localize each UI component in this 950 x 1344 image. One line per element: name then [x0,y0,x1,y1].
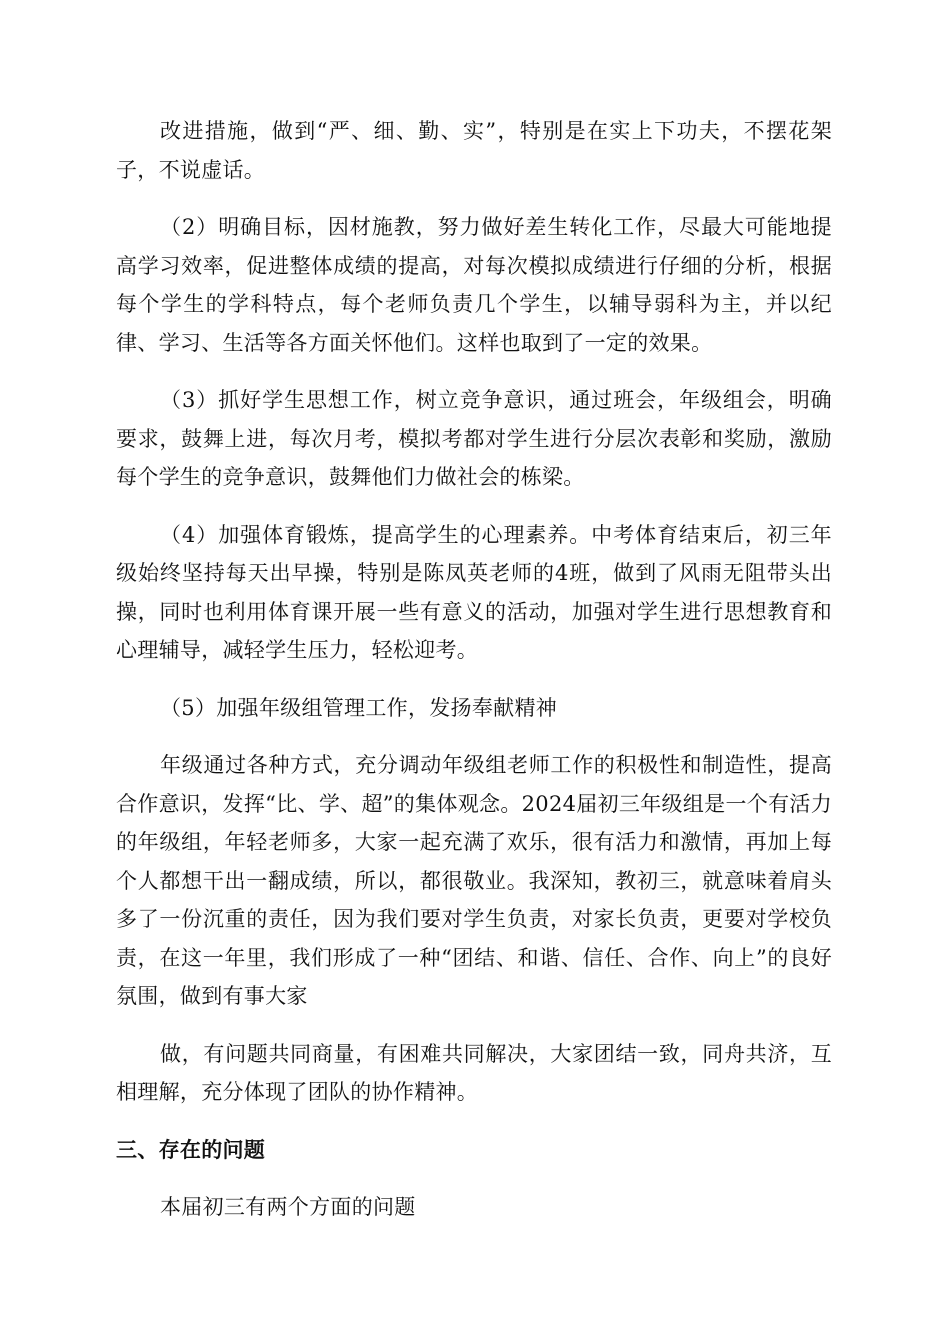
paragraph-item-3: （3）抓好学生思想工作，树立竞争意识，通过班会，年级组会，明确要求，鼓舞上进，每次月考，模拟考都对学生进行分层次表彰和奖励，激励每个学生的竞争意识，鼓舞他们力做社会的栋梁。 [116,388,832,489]
paragraph-item-5: （5）加强年级组管理工作，发扬奉献精神 [160,695,558,720]
document-body [116,112,832,1246]
paragraph-grade-team: 年级通过各种方式，充分调动年级组老师工作的积极性和制造性，提高合作意识，发挥“比、学、超”的集体观念。2024届初三年级组是一个有活力的年级组，年轻老师多，大家一起充满了欢乐，很有活力和激情，再加上每个人都想干出一翻成绩，所以，都很敬业。我深知，教初三，就意味着肩头多了一份沉重的责任，因为我们要对学生负责，对家长负责，更要对学校负责，在这一年里，我们形成了一种“团结、和谐、信任、合作、向上”的良好氛围，做到有事大家 [116,753,832,1008]
paragraph-problems-intro: 本届初三有两个方面的问题 [160,1195,416,1219]
paragraph-item-2: （2）明确目标，因材施教，努力做好差生转化工作，尽最大可能地提高学习效率，促进整体成绩的提高，对每次模拟成绩进行仔细的分析，根据每个学生的学科特点，每个老师负责几个学生，以辅导弱科为主，并以纪律、学习、生活等各方面关怀他们。这样也取到了一定的效果。 [116,215,832,355]
paragraph-teamwork: 做，有问题共同商量，有困难共同解决，大家团结一致，同舟共济，互相理解，充分体现了团队的协作精神。 [116,1041,832,1104]
paragraph-item-4: （4）加强体育锻炼，提高学生的心理素养。中考体育结束后，初三年级始终坚持每天出早操，特别是陈凤英老师的4班，做到了风雨无阻带头出操，同时也利用体育课开展一些有意义的活动，加强对学生进行思想教育和心理辅导，减轻学生压力，轻松迎考。 [116,522,832,662]
paragraph-measures: 改进措施，做到“严、细、勤、实”，特别是在实上下功夫，不摆花架子，不说虚话。 [116,119,832,182]
section-heading-problems: 三、存在的问题 [116,1137,266,1162]
